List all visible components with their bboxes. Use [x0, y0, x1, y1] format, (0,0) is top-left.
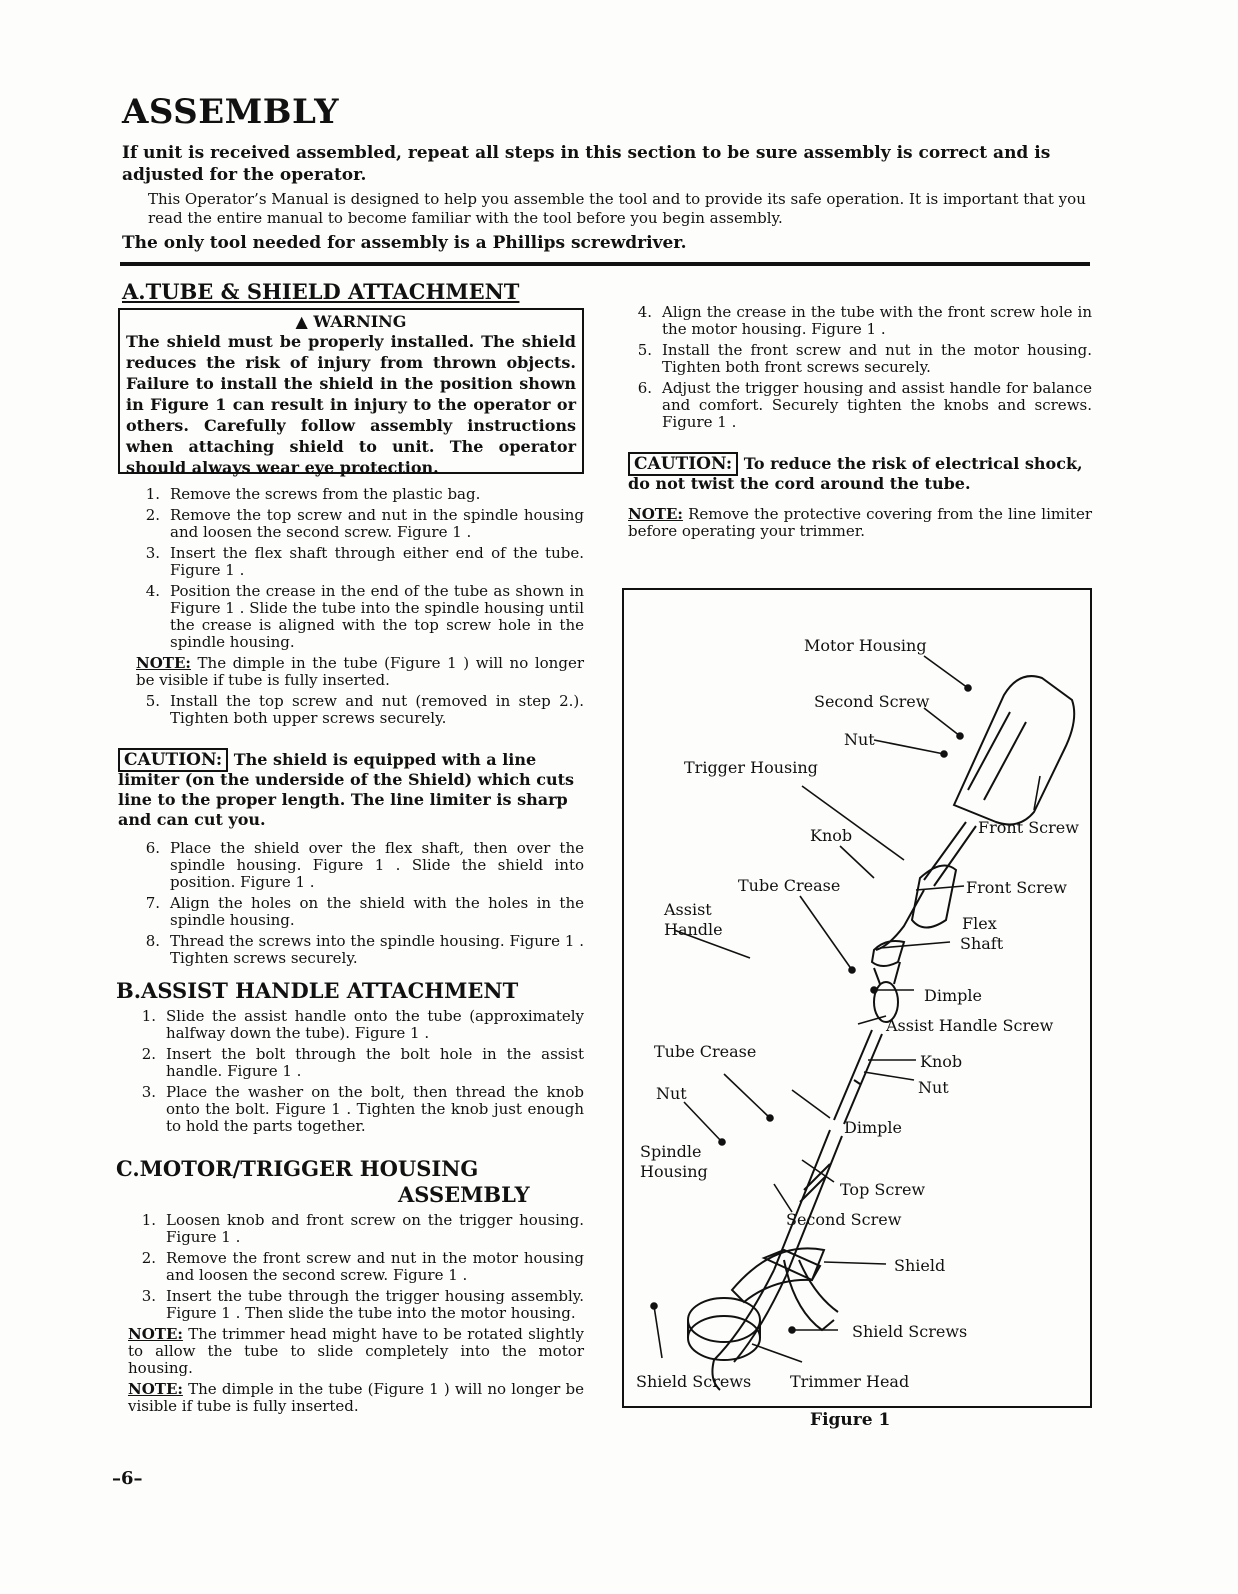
- step-text: Align the crease in the tube with the front screw hole in the motor housing. Figure 1 .: [662, 303, 1092, 338]
- list-item: [128, 1212, 584, 1246]
- label-trimmer-head: Trimmer Head: [790, 1372, 910, 1391]
- caution-text: The shield is equipped with a line limiter (on the underside of the Shield) which cuts line to the proper length. The line limiter is sharp and can cut you.: [118, 750, 574, 829]
- step-text: Place the washer on the bolt, then thread the knob onto the bolt. Figure 1 . Tighten the knob just enough to hold the parts together.: [166, 1083, 584, 1135]
- caution-text: To reduce the risk of electrical shock, do not twist the cord around the tube.: [628, 454, 1083, 493]
- label-tube-crease-top: Tube Crease: [738, 876, 841, 895]
- label-spindle-2: Housing: [640, 1162, 708, 1181]
- list-item: [624, 342, 1092, 376]
- label-flex-1: Flex: [962, 914, 997, 933]
- section-c-heading-line1: C.MOTOR/TRIGGER HOUSING: [116, 1156, 479, 1181]
- section-a-step5: [132, 693, 584, 727]
- note-text: The dimple in the tube (Figure 1 ) will no longer be visible if tube is fully inserted.: [128, 1380, 584, 1415]
- step-text: Insert the flex shaft through either end of the tube. Figure 1 .: [170, 544, 584, 579]
- step-number: 1.: [141, 1211, 156, 1229]
- section-a-heading: A.TUBE & SHIELD ATTACHMENT: [122, 279, 520, 304]
- step-number: 3.: [141, 1083, 156, 1101]
- section-c-steps-continued: [624, 304, 1092, 431]
- step-text: Remove the top screw and nut in the spindle housing and loosen the second screw. Figure 1 .: [170, 506, 584, 541]
- caution-electrical: [628, 454, 1092, 494]
- trimmer-diagram: [624, 590, 1090, 1406]
- label-motor-housing: Motor Housing: [804, 636, 927, 655]
- list-item: [132, 895, 584, 929]
- section-b-steps: [128, 1008, 584, 1135]
- list-item: [128, 1084, 584, 1135]
- label-flex-2: Shaft: [960, 934, 1004, 953]
- section-c-heading-line2: ASSEMBLY: [398, 1182, 530, 1207]
- label-front-screw-2: Front Screw: [966, 878, 1067, 897]
- list-item: [132, 933, 584, 967]
- middle-tube: [834, 1030, 882, 1124]
- assist-handle-shape: [764, 1250, 820, 1280]
- step-number: 4.: [145, 582, 160, 600]
- label-knob-bottom: Knob: [920, 1052, 963, 1071]
- intro-paragraph: This Operator’s Manual is designed to help you assemble the tool and to provide its safe operation. It is important that you read the entire manual to become familiar with the tool before you begin assembly.: [148, 190, 1086, 227]
- list-item: [624, 380, 1092, 431]
- label-nut-left: Nut: [656, 1084, 687, 1103]
- note-trimmer-head: [128, 1326, 584, 1377]
- note-dimple-a: [132, 655, 584, 689]
- warning-text: The shield must be properly installed. The shield reduces the risk of injury from thrown objects. Failure to install the shield in the position shown in Figure 1 can result in injury to the operator or others. Carefully follow assembly instructions when attaching shield to unit. The operator should always wear eye protection.: [126, 332, 576, 477]
- list-item: [132, 583, 584, 651]
- list-item: [128, 1250, 584, 1284]
- note-label: NOTE:: [128, 1325, 183, 1343]
- section-b-steps-block: [128, 1008, 584, 1139]
- list-item: [132, 545, 584, 579]
- step-number: 2.: [141, 1045, 156, 1063]
- list-item: [624, 304, 1092, 338]
- label-shield-screws-right: Shield Screws: [852, 1322, 968, 1341]
- step-text: Position the crease in the end of the tube as shown in Figure 1 . Slide the tube into the spindle housing until the crease is aligned with the top screw hole in the spindle housing.: [170, 582, 584, 651]
- list-item: [128, 1046, 584, 1080]
- list-item: [132, 840, 584, 891]
- step-number: 4.: [637, 303, 652, 321]
- step-text: Remove the screws from the plastic bag.: [170, 485, 481, 503]
- note-label: NOTE:: [128, 1380, 183, 1398]
- step-text: Install the top screw and nut (removed in step 2.). Tighten both upper screws securely.: [170, 692, 584, 727]
- step-text: Thread the screws into the spindle housing. Figure 1 . Tighten screws securely.: [170, 932, 584, 967]
- upper-tube: [924, 822, 976, 886]
- caution-line-limiter: [118, 750, 584, 830]
- list-item: [128, 1288, 584, 1322]
- step-text: Place the shield over the flex shaft, then over the spindle housing. Figure 1 . Slide the shield into position. Figure 1 .: [170, 839, 584, 891]
- section-a-steps-2-block: [132, 840, 584, 971]
- note-text: The dimple in the tube (Figure 1 ) will no longer be visible if tube is fully inserted.: [136, 654, 584, 689]
- step-number: 7.: [145, 894, 160, 912]
- label-dimple-bottom: Dimple: [844, 1118, 902, 1137]
- section-a-steps-block: [132, 486, 584, 731]
- note-line-limiter: [628, 506, 1092, 540]
- label-nut-right: Nut: [918, 1078, 949, 1097]
- section-a-steps-2: [132, 840, 584, 967]
- label-top-screw: Top Screw: [840, 1180, 926, 1199]
- step-number: 2.: [141, 1249, 156, 1267]
- section-c-steps: [128, 1212, 584, 1322]
- step-text: Remove the front screw and nut in the motor housing and loosen the second screw. Figure 1 .: [166, 1249, 584, 1284]
- warning-box: [118, 308, 584, 477]
- section-a-steps: [132, 486, 584, 651]
- figure-caption: Figure 1: [810, 1410, 891, 1430]
- caution-label: CAUTION:: [118, 748, 228, 772]
- step-number: 6.: [145, 839, 160, 857]
- label-assist-2: Handle: [664, 920, 723, 939]
- lower-tube: [774, 1130, 842, 1276]
- label-shield: Shield: [894, 1256, 946, 1275]
- label-knob-top: Knob: [810, 826, 853, 845]
- step-number: 3.: [141, 1287, 156, 1305]
- list-item: [128, 1008, 584, 1042]
- step-number: 5.: [637, 341, 652, 359]
- step-text: Loosen knob and front screw on the trigger housing. Figure 1 .: [166, 1211, 584, 1246]
- intro-bold-paragraph: If unit is received assembled, repeat all steps in this section to be sure assembly is correct and is adjusted for the operator.: [122, 143, 1051, 185]
- step-number: 8.: [145, 932, 160, 950]
- warning-heading: ▲ WARNING: [295, 312, 407, 331]
- page-number: –6–: [112, 1468, 143, 1489]
- page-title: ASSEMBLY: [122, 92, 340, 132]
- section-b-heading: B.ASSIST HANDLE ATTACHMENT: [116, 978, 519, 1003]
- label-nut-top: Nut: [844, 730, 875, 749]
- label-trigger-housing: Trigger Housing: [684, 758, 818, 777]
- label-front-screw-1: Front Screw: [978, 818, 1079, 837]
- step-text: Install the front screw and nut in the motor housing. Tighten both front screws securely.: [662, 341, 1092, 376]
- step-text: Insert the tube through the trigger housing assembly. Figure 1 . Then slide the tube into the motor housing.: [166, 1287, 584, 1322]
- step-text: Adjust the trigger housing and assist handle for balance and comfort. Securely tighten the knobs and screws. Figure 1 .: [662, 379, 1092, 431]
- label-shield-screws-left: Shield Screws: [636, 1372, 752, 1391]
- step-number: 6.: [637, 379, 652, 397]
- note-text: Remove the protective covering from the line limiter before operating your trimmer.: [628, 505, 1092, 540]
- caution-label: CAUTION:: [628, 452, 738, 476]
- tool-needed-line: The only tool needed for assembly is a Phillips screwdriver.: [122, 233, 687, 253]
- step-text: Slide the assist handle onto the tube (approximately halfway down the tube). Figure 1 .: [166, 1007, 584, 1042]
- step-number: 2.: [145, 506, 160, 524]
- trigger-housing-shape: [912, 866, 956, 928]
- label-second-screw-bottom: Second Screw: [786, 1210, 902, 1229]
- label-tube-crease-bottom: Tube Crease: [654, 1042, 757, 1061]
- label-second-screw-top: Second Screw: [814, 692, 930, 711]
- step-number: 5.: [145, 692, 160, 710]
- right-steps-block: [624, 304, 1092, 435]
- section-divider: [120, 262, 1090, 266]
- trimmer-head-shape: [688, 1298, 760, 1342]
- label-assist-handle-screw: Assist Handle Screw: [886, 1016, 1054, 1035]
- step-number: 3.: [145, 544, 160, 562]
- step-number: 1.: [145, 485, 160, 503]
- list-item: [132, 486, 584, 503]
- list-item: [132, 693, 584, 727]
- label-spindle-1: Spindle: [640, 1142, 702, 1161]
- note-text: The trimmer head might have to be rotated slightly to allow the tube to slide completely into the motor housing.: [128, 1325, 584, 1377]
- section-c-steps-block: [128, 1212, 584, 1415]
- step-text: Insert the bolt through the bolt hole in the assist handle. Figure 1 .: [166, 1045, 584, 1080]
- figure-1-box: [622, 588, 1092, 1408]
- step-text: Align the holes on the shield with the holes in the spindle housing.: [170, 894, 584, 929]
- motor-housing-shape: [954, 676, 1074, 824]
- note-label: NOTE:: [628, 505, 683, 523]
- list-item: [132, 507, 584, 541]
- note-dimple-c: [128, 1381, 584, 1415]
- label-assist-1: Assist: [664, 900, 712, 919]
- step-number: 1.: [141, 1007, 156, 1025]
- note-label: NOTE:: [136, 654, 191, 672]
- label-dimple-top: Dimple: [924, 986, 982, 1005]
